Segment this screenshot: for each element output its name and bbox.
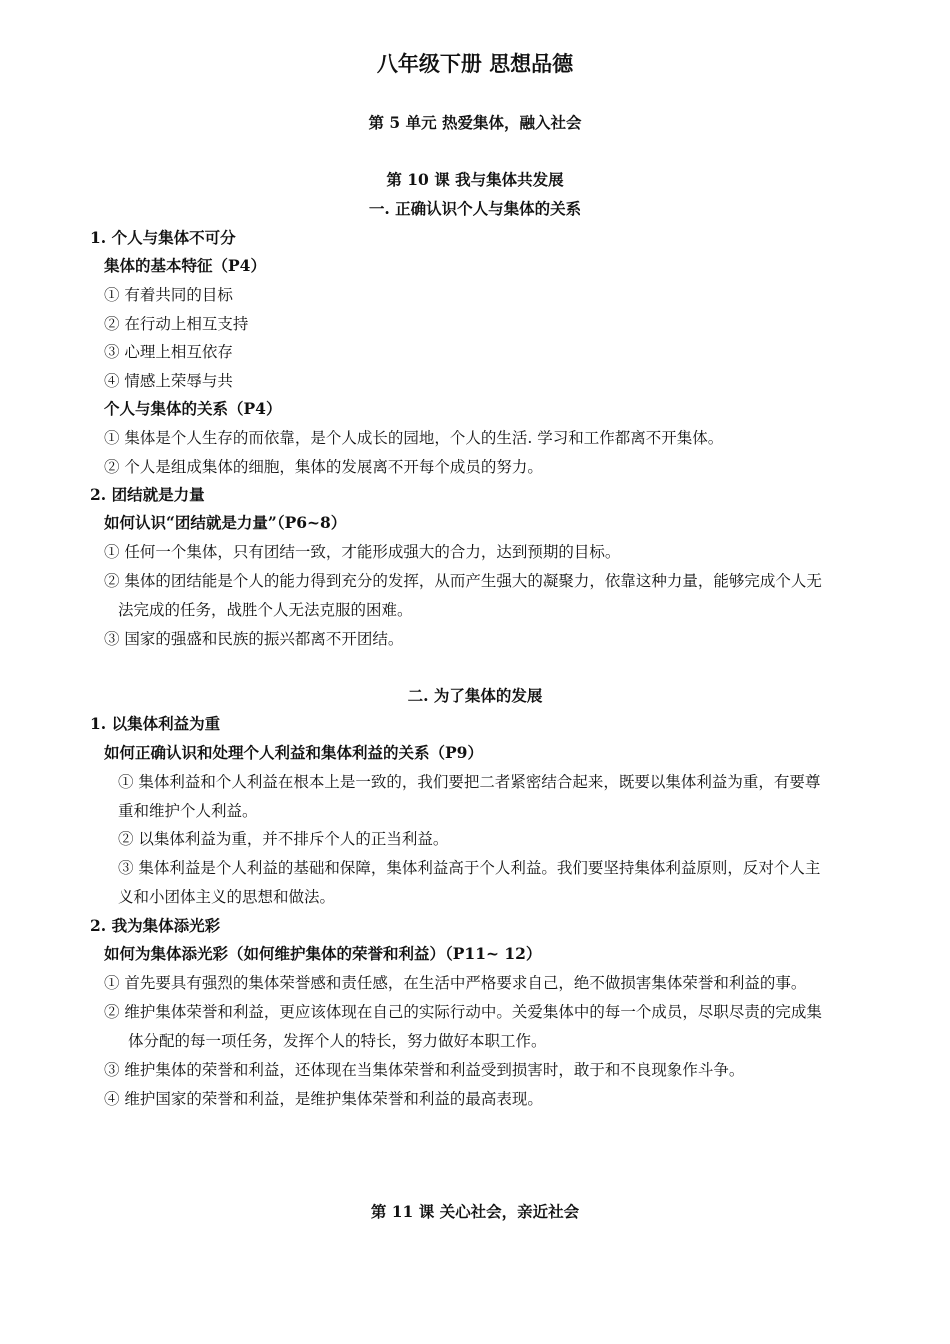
- list-item: ④ 维护国家的荣誉和利益，是维护集体荣誉和利益的最高表现。: [104, 1090, 543, 1108]
- sub-heading: 个人与集体的关系（P4）: [104, 399, 282, 418]
- list-item-continuation: 体分配的每一项任务，发挥个人的特长，努力做好本职工作。: [128, 1032, 547, 1050]
- list-item: ① 首先要具有强烈的集体荣誉感和责任感，在生活中严格要求自己，绝不做损害集体荣誉和利益的事。: [104, 974, 807, 992]
- unit-title: 第 5 单元 热爱集体，融入社会: [368, 113, 582, 132]
- list-item: ① 任何一个集体，只有团结一致，才能形成强大的合力，达到预期的目标。: [104, 543, 621, 561]
- point-heading: 1. 个人与集体不可分: [90, 228, 236, 247]
- lesson11-title: 第 11 课 关心社会，亲近社会: [370, 1202, 580, 1221]
- list-item: ② 维护集体荣誉和利益，更应该体现在自己的实际行动中。关爱集体中的每一个成员，尽职尽责的完成集: [104, 1003, 822, 1021]
- list-item-continuation: 义和小团体主义的思想和做法。: [118, 888, 336, 906]
- list-item-continuation: 法完成的任务，战胜个人无法克服的困难。: [118, 601, 413, 619]
- point-heading: 2. 团结就是力量: [90, 485, 205, 504]
- list-item: ② 以集体利益为重，并不排斥个人的正当利益。: [118, 830, 449, 848]
- sub-heading: 如何认识“团结就是力量”（P6~8）: [104, 513, 347, 532]
- list-item: ③ 集体利益是个人利益的基础和保障，集体利益高于个人利益。我们要坚持集体利益原则，反对个人主: [118, 859, 821, 877]
- list-item: ① 集体利益和个人利益在根本上是一致的，我们要把二者紧密结合起来，既要以集体利益为重，有要尊: [118, 773, 821, 791]
- list-item: ② 在行动上相互支持: [104, 315, 249, 333]
- point-heading: 1. 以集体利益为重: [90, 714, 221, 733]
- list-item: ③ 心理上相互依存: [104, 343, 233, 361]
- list-item: ④ 情感上荣辱与共: [104, 372, 233, 390]
- point-heading: 2. 我为集体添光彩: [90, 916, 221, 935]
- sub-heading: 如何正确认识和处理个人利益和集体利益的关系（P9）: [104, 743, 483, 762]
- list-item: ③ 国家的强盛和民族的振兴都离不开团结。: [104, 630, 404, 648]
- list-item: ① 集体是个人生存的而依靠，是个人成长的园地，个人的生活. 学习和工作都离不开集体。: [104, 429, 724, 447]
- list-item: ③ 维护集体的荣誉和利益，还体现在当集体荣誉和利益受到损害时，敢于和不良现象作斗争。: [104, 1061, 745, 1079]
- lesson10-title: 第 10 课 我与集体共发展: [386, 170, 564, 189]
- section1-title: 一. 正确认识个人与集体的关系: [368, 199, 582, 218]
- list-item: ② 个人是组成集体的细胞，集体的发展离不开每个成员的努力。: [104, 458, 543, 476]
- list-item-continuation: 重和维护个人利益。: [118, 802, 258, 820]
- section2-title: 二. 为了集体的发展: [407, 686, 543, 705]
- document-title: 八年级下册 思想品德: [376, 51, 574, 76]
- sub-heading: 集体的基本特征（P4）: [104, 256, 266, 275]
- sub-heading: 如何为集体添光彩（如何维护集体的荣誉和利益）（P11~ 12）: [104, 944, 542, 963]
- list-item: ① 有着共同的目标: [104, 286, 233, 304]
- list-item: ② 集体的团结能是个人的能力得到充分的发挥，从而产生强大的凝聚力，依靠这种力量，能够完成个人无: [104, 572, 822, 590]
